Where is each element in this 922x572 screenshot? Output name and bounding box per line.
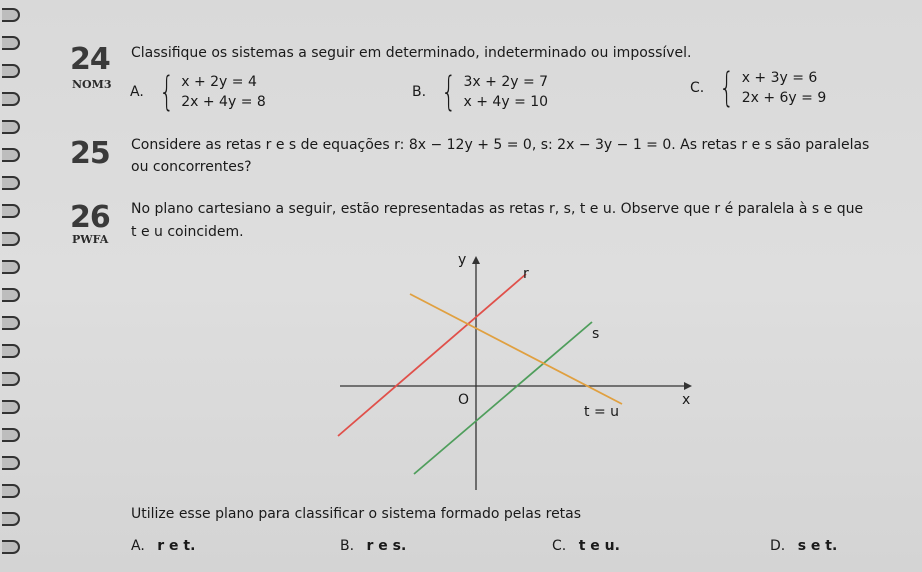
line-s	[414, 322, 592, 474]
system-b	[412, 69, 549, 115]
option-a-text: r e t.	[157, 538, 196, 554]
option-a[interactable]	[131, 537, 195, 556]
t-u-label: t = u	[584, 404, 619, 420]
option-d[interactable]	[770, 537, 837, 556]
cartesian-plane	[330, 248, 710, 498]
question-24-code: NOM3	[72, 78, 112, 91]
system-a-eq2: 2x + 4y = 8	[181, 94, 266, 110]
question-26-line1: No plano cartesiano a seguir, estão representadas as retas r, s, t e u. Observe que r é paralela à s e que	[131, 201, 864, 217]
system-a	[130, 69, 266, 115]
system-c-label: C.	[690, 79, 705, 96]
question-26-code: PWFA	[72, 233, 109, 246]
system-c-eq2: 2x + 6y = 9	[741, 90, 827, 106]
system-b-eq2: x + 4y = 10	[463, 94, 549, 110]
system-a-label: A.	[130, 83, 144, 100]
option-c-text: t e u.	[578, 538, 620, 554]
option-d-text: s e t.	[797, 538, 838, 554]
x-axis-arrow-icon	[684, 382, 692, 390]
question-26-instruction: Utilize esse plano para classificar o sistema formado pelas retas	[131, 506, 582, 522]
system-c	[690, 65, 827, 111]
option-c-label: C.	[552, 538, 567, 554]
brace-icon: {	[441, 69, 457, 115]
question-24-number: 24	[70, 42, 110, 77]
question-24-prompt: Classifique os sistemas a seguir em determinado, indeterminado ou impossível.	[131, 45, 692, 61]
option-b-label: B.	[340, 538, 355, 554]
y-axis-arrow-icon	[472, 256, 480, 264]
option-b[interactable]	[340, 537, 406, 556]
system-b-label: B.	[412, 83, 427, 100]
system-a-eq1: x + 2y = 4	[181, 74, 257, 90]
system-c-eq1: x + 3y = 6	[741, 70, 818, 86]
question-26-line2: t e u coincidem.	[131, 224, 244, 240]
spiral-binding	[0, 0, 22, 572]
x-axis-label: x	[682, 392, 691, 408]
option-d-label: D.	[770, 538, 786, 554]
option-b-text: r e s.	[366, 538, 407, 554]
question-26-number: 26	[70, 200, 110, 235]
origin-label: O	[458, 392, 470, 408]
question-25-line1: Considere as retas r e s de equações r: 8x − 12y + 5 = 0, s: 2x − 3y − 1 = 0. As retas r e s são paralelas	[131, 137, 870, 153]
question-25-line2: ou concorrentes?	[131, 159, 252, 175]
option-c[interactable]	[552, 537, 620, 556]
system-b-eq1: 3x + 2y = 7	[463, 74, 549, 90]
brace-icon: {	[719, 65, 735, 111]
s-label: s	[592, 326, 600, 342]
line-r	[338, 274, 526, 436]
question-25-number: 25	[70, 136, 110, 171]
option-a-label: A.	[131, 538, 145, 554]
y-axis-label: y	[458, 252, 467, 268]
r-label: r	[523, 266, 529, 282]
brace-icon: {	[158, 69, 175, 115]
